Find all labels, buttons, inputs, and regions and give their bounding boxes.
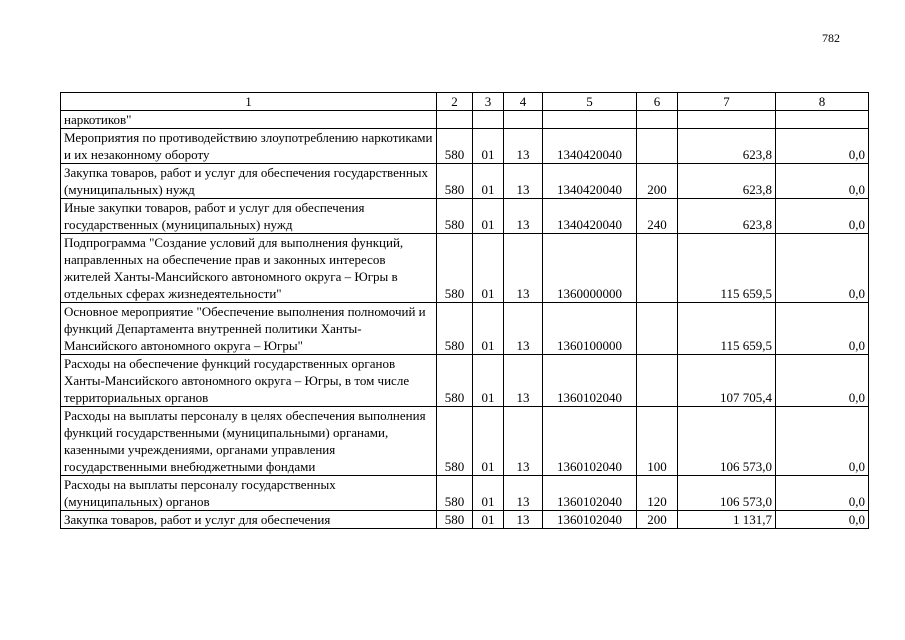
table-row <box>61 476 869 511</box>
table-row <box>61 111 869 129</box>
amount-cell: 115 659,5 <box>678 303 776 355</box>
section-cell: 01 <box>473 355 504 407</box>
subsection-cell: 13 <box>504 164 543 199</box>
amount-cell: 1 131,7 <box>678 511 776 529</box>
table-row <box>61 407 869 476</box>
subsection-cell: 13 <box>504 355 543 407</box>
table-row <box>61 164 869 199</box>
table-row <box>61 129 869 164</box>
subsection-cell: 13 <box>504 476 543 511</box>
subsection-cell: 13 <box>504 511 543 529</box>
target-article-cell: 1360102040 <box>543 407 637 476</box>
amount-cell: 623,8 <box>678 164 776 199</box>
subsection-cell: 13 <box>504 407 543 476</box>
section-cell: 01 <box>473 199 504 234</box>
expense-type-cell: 120 <box>637 476 678 511</box>
row-name-cell: Основное мероприятие "Обеспечение выполнения полномочий и функций Департамента внутренней политики Ханты-Мансийского автономного округа – Югры" <box>61 303 437 355</box>
admin-code-cell: 580 <box>437 355 473 407</box>
amount-2-cell: 0,0 <box>776 355 869 407</box>
section-cell: 01 <box>473 303 504 355</box>
expense-type-cell <box>637 355 678 407</box>
table-row <box>61 199 869 234</box>
amount-2-cell: 0,0 <box>776 303 869 355</box>
admin-code-cell <box>437 111 473 129</box>
target-article-cell: 1360000000 <box>543 234 637 303</box>
row-name-cell: Расходы на обеспечение функций государственных органов Ханты-Мансийского автономного округа – Югры, в том числе территориальных органов <box>61 355 437 407</box>
admin-code-cell: 580 <box>437 476 473 511</box>
subsection-cell: 13 <box>504 303 543 355</box>
row-name-cell: Иные закупки товаров, работ и услуг для обеспечения государственных (муниципальных) нужд <box>61 199 437 234</box>
amount-2-cell: 0,0 <box>776 199 869 234</box>
admin-code-cell: 580 <box>437 129 473 164</box>
admin-code-cell: 580 <box>437 407 473 476</box>
target-article-cell <box>543 111 637 129</box>
section-cell: 01 <box>473 476 504 511</box>
column-header: 6 <box>637 93 678 111</box>
header-row <box>61 93 869 111</box>
subsection-cell <box>504 111 543 129</box>
table-row <box>61 511 869 529</box>
expense-type-cell <box>637 303 678 355</box>
amount-cell: 106 573,0 <box>678 407 776 476</box>
row-name-cell: Закупка товаров, работ и услуг для обеспечения <box>61 511 437 529</box>
column-header: 2 <box>437 93 473 111</box>
row-name-cell: Закупка товаров, работ и услуг для обеспечения государственных (муниципальных) нужд <box>61 164 437 199</box>
expense-type-cell: 200 <box>637 164 678 199</box>
subsection-cell: 13 <box>504 234 543 303</box>
table-row <box>61 234 869 303</box>
row-name-cell: Подпрограмма "Создание условий для выполнения функций, направленных на обеспечение прав и законных интересов жителей Ханты-Мансийского автономного округа – Югры в отдельных сферах жизнедеятельности" <box>61 234 437 303</box>
column-header: 4 <box>504 93 543 111</box>
column-header: 7 <box>678 93 776 111</box>
amount-2-cell: 0,0 <box>776 164 869 199</box>
admin-code-cell: 580 <box>437 164 473 199</box>
page-number: 782 <box>822 31 840 45</box>
row-name-cell: наркотиков" <box>61 111 437 129</box>
row-name-cell: Расходы на выплаты персоналу государственных (муниципальных) органов <box>61 476 437 511</box>
amount-cell <box>678 111 776 129</box>
amount-2-cell: 0,0 <box>776 407 869 476</box>
column-header: 8 <box>776 93 869 111</box>
target-article-cell: 1340420040 <box>543 164 637 199</box>
target-article-cell: 1360102040 <box>543 355 637 407</box>
column-header: 3 <box>473 93 504 111</box>
expense-type-cell: 240 <box>637 199 678 234</box>
expense-type-cell: 100 <box>637 407 678 476</box>
section-cell <box>473 111 504 129</box>
amount-2-cell <box>776 111 869 129</box>
admin-code-cell: 580 <box>437 303 473 355</box>
section-cell: 01 <box>473 511 504 529</box>
admin-code-cell: 580 <box>437 234 473 303</box>
amount-cell: 623,8 <box>678 129 776 164</box>
target-article-cell: 1340420040 <box>543 129 637 164</box>
section-cell: 01 <box>473 164 504 199</box>
section-cell: 01 <box>473 407 504 476</box>
expense-type-cell <box>637 129 678 164</box>
amount-2-cell: 0,0 <box>776 511 869 529</box>
amount-2-cell: 0,0 <box>776 234 869 303</box>
column-header: 5 <box>543 93 637 111</box>
section-cell: 01 <box>473 129 504 164</box>
amount-cell: 623,8 <box>678 199 776 234</box>
expense-type-cell <box>637 111 678 129</box>
target-article-cell: 1360100000 <box>543 303 637 355</box>
expense-type-cell: 200 <box>637 511 678 529</box>
admin-code-cell: 580 <box>437 511 473 529</box>
column-header: 1 <box>61 93 437 111</box>
amount-cell: 107 705,4 <box>678 355 776 407</box>
target-article-cell: 1360102040 <box>543 511 637 529</box>
expense-type-cell <box>637 234 678 303</box>
target-article-cell: 1340420040 <box>543 199 637 234</box>
row-name-cell: Расходы на выплаты персоналу в целях обеспечения выполнения функций государственными (муниципальными) органами, казенными учреждениями, органами управления государственными внебюджетными фондами <box>61 407 437 476</box>
amount-cell: 115 659,5 <box>678 234 776 303</box>
table-row <box>61 303 869 355</box>
subsection-cell: 13 <box>504 199 543 234</box>
section-cell: 01 <box>473 234 504 303</box>
amount-cell: 106 573,0 <box>678 476 776 511</box>
row-name-cell: Мероприятия по противодействию злоупотреблению наркотиками и их незаконному обороту <box>61 129 437 164</box>
amount-2-cell: 0,0 <box>776 476 869 511</box>
admin-code-cell: 580 <box>437 199 473 234</box>
subsection-cell: 13 <box>504 129 543 164</box>
budget-table <box>60 92 869 529</box>
target-article-cell: 1360102040 <box>543 476 637 511</box>
table-row <box>61 355 869 407</box>
amount-2-cell: 0,0 <box>776 129 869 164</box>
